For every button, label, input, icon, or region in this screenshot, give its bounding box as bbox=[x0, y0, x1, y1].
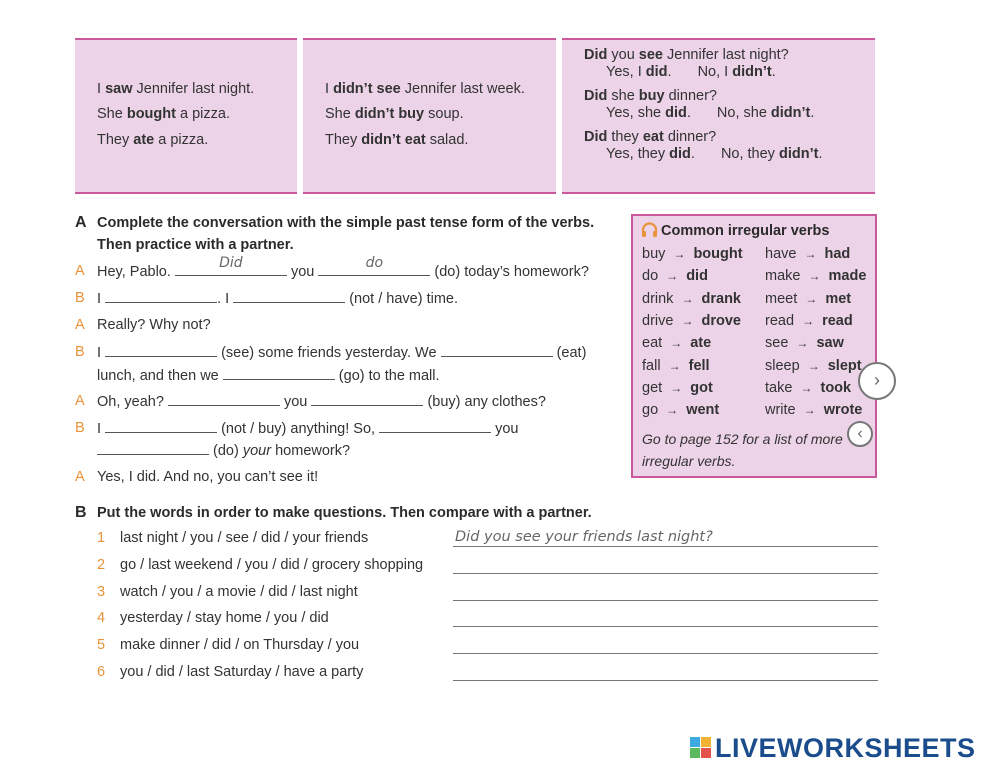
speaker-b: B bbox=[75, 420, 85, 436]
scrambled-words: last night / you / see / did / your friends bbox=[120, 530, 369, 546]
blank-input[interactable] bbox=[311, 390, 423, 406]
irregular-verb-pair: take → took bbox=[765, 379, 852, 396]
arrow-right-icon: → bbox=[670, 380, 683, 395]
arrow-right-icon: → bbox=[670, 336, 683, 351]
blank-input[interactable] bbox=[105, 417, 217, 433]
negative-line: I didn’t see Jennifer last week. bbox=[325, 81, 525, 97]
liveworksheets-logo: LIVEWORKSHEETS bbox=[690, 733, 976, 764]
irregular-verb-pair: write → wrote bbox=[765, 402, 863, 419]
irregular-verb-pair: fall → fell bbox=[642, 357, 710, 374]
scrambled-words: go / last weekend / you / did / grocery shopping bbox=[120, 556, 424, 573]
blank-input[interactable] bbox=[97, 439, 209, 455]
arrow-right-icon: → bbox=[666, 269, 679, 284]
question-line: Did she buy dinner? bbox=[584, 87, 717, 104]
negative-line: They didn’t eat salad. bbox=[325, 131, 469, 148]
irregular-verb-pair: go → went bbox=[642, 402, 720, 419]
irregular-verbs-note: Go to page 152 for a list of more irregular verbs. bbox=[642, 431, 843, 469]
affirmative-box bbox=[75, 38, 297, 194]
blank-input[interactable] bbox=[105, 341, 217, 357]
speaker-a: A bbox=[75, 263, 85, 279]
irregular-verb-pair: eat → ate bbox=[642, 335, 712, 352]
arrow-right-icon: → bbox=[681, 313, 694, 328]
chevron-left-icon[interactable]: ‹ bbox=[847, 421, 873, 447]
section-b-letter: B bbox=[75, 504, 87, 521]
answer-input[interactable] bbox=[453, 635, 878, 654]
irregular-verbs-box bbox=[631, 214, 877, 478]
dialogue-line-6: B I (not / buy) anything! So, you bbox=[97, 417, 519, 440]
answer-input[interactable]: Did you see your friends last night? bbox=[453, 528, 878, 547]
dialogue-line-3: A Really? Why not? bbox=[97, 314, 211, 336]
speaker-a: A bbox=[75, 393, 85, 409]
question-number: 1 bbox=[97, 530, 106, 546]
irregular-verb-pair: meet → met bbox=[765, 290, 852, 307]
irregular-verb-pair: make → made bbox=[765, 268, 867, 285]
irregular-verbs-title: Common irregular verbs bbox=[641, 222, 829, 242]
dialogue-line-4b: lunch, and then we (go) to the mall. bbox=[97, 364, 440, 387]
dialogue-line-6b: (do) your homework? bbox=[97, 439, 350, 462]
section-a-title: Complete the conversation with the simple past tense form of the verbs. Then practice with a partner. bbox=[97, 215, 595, 253]
question-number: 6 bbox=[97, 664, 106, 680]
scrambled-words: watch / you / a movie / did / last night bbox=[120, 583, 358, 600]
dialogue-line-1: A Hey, Pablo. Did you do (do) today’s homework? bbox=[75, 255, 589, 280]
dialogue-line-7: A Yes, I did. And no, you can’t see it! bbox=[97, 466, 318, 488]
irregular-verb-pair: have → had bbox=[765, 246, 851, 262]
question-line: Did you see Jennifer last night? bbox=[584, 47, 789, 63]
arrow-right-icon: → bbox=[666, 403, 679, 418]
negative-box bbox=[303, 38, 556, 194]
irregular-verb-pair: read → read bbox=[765, 312, 853, 329]
blank-input[interactable] bbox=[168, 390, 280, 406]
logo-mark-icon bbox=[690, 737, 712, 759]
speaker-a: A bbox=[75, 469, 85, 485]
negative-line: She didn’t buy soup. bbox=[325, 106, 464, 123]
arrow-right-icon: → bbox=[808, 269, 821, 284]
blank-input[interactable] bbox=[379, 417, 491, 433]
answer-line: Yes, she did. No, she didn’t. bbox=[606, 105, 815, 122]
question-number: 2 bbox=[97, 556, 106, 573]
irregular-verb-pair: get → got bbox=[642, 379, 713, 396]
irregular-verb-pair: see → saw bbox=[765, 335, 844, 352]
arrow-right-icon: → bbox=[681, 291, 694, 306]
irregular-verb-pair: drive → drove bbox=[642, 312, 741, 329]
question-number: 4 bbox=[97, 610, 106, 627]
dialogue-line-2: B I . I (not / have) time. bbox=[97, 287, 458, 310]
speaker-a: A bbox=[75, 317, 85, 333]
irregular-verb-pair: sleep → slept bbox=[765, 357, 862, 374]
blank-input[interactable] bbox=[105, 287, 217, 303]
answer-line: Yes, they did. No, they didn’t. bbox=[606, 145, 823, 162]
arrow-right-icon: → bbox=[668, 358, 681, 373]
arrow-right-icon: → bbox=[796, 336, 809, 351]
affirmative-line: She bought a pizza. bbox=[97, 106, 230, 123]
answer-input[interactable] bbox=[453, 555, 878, 574]
section-b-title: Put the words in order to make questions. Then compare with a partner. bbox=[97, 505, 592, 521]
speaker-b: B bbox=[75, 344, 85, 360]
speaker-b: B bbox=[75, 290, 85, 306]
dialogue-line-5: A Oh, yeah? you (buy) any clothes? bbox=[97, 390, 546, 413]
chevron-right-icon[interactable]: › bbox=[858, 362, 896, 400]
question-line: Did they eat dinner? bbox=[584, 128, 717, 145]
dialogue-line-4: B I (see) some friends yesterday. We (eat) bbox=[97, 341, 586, 364]
scrambled-words: yesterday / stay home / you / did bbox=[120, 610, 329, 627]
question-number: 5 bbox=[97, 637, 106, 654]
affirmative-line: I saw Jennifer last night. bbox=[97, 81, 255, 97]
headphones-icon[interactable] bbox=[641, 222, 658, 242]
arrow-right-icon: → bbox=[800, 380, 813, 395]
blank-input[interactable] bbox=[441, 341, 553, 357]
blank-input[interactable]: do bbox=[318, 260, 430, 276]
irregular-verb-pair: drink → drank bbox=[642, 290, 741, 307]
blank-input[interactable] bbox=[233, 287, 345, 303]
arrow-right-icon: → bbox=[803, 403, 816, 418]
scrambled-words: make dinner / did / on Thursday / you bbox=[120, 637, 360, 654]
answer-line: Yes, I did. No, I didn’t. bbox=[606, 64, 776, 81]
arrow-right-icon: → bbox=[804, 247, 817, 261]
arrow-right-icon: → bbox=[805, 291, 818, 306]
arrow-right-icon: → bbox=[807, 358, 820, 373]
affirmative-line: They ate a pizza. bbox=[97, 131, 209, 148]
arrow-right-icon: → bbox=[673, 247, 686, 261]
blank-input[interactable]: Did bbox=[175, 260, 287, 276]
blank-input[interactable] bbox=[223, 364, 335, 380]
answer-input[interactable] bbox=[453, 582, 878, 601]
arrow-right-icon: → bbox=[802, 313, 815, 328]
answer-input[interactable] bbox=[453, 662, 878, 681]
questions-box bbox=[562, 38, 875, 194]
section-a-letter: A bbox=[75, 214, 87, 231]
irregular-verb-pair: do → did bbox=[642, 268, 708, 285]
scrambled-words: you / did / last Saturday / have a party bbox=[120, 664, 364, 680]
question-number: 3 bbox=[97, 583, 106, 600]
answer-input[interactable] bbox=[453, 608, 878, 627]
irregular-verb-pair: buy → bought bbox=[642, 246, 743, 262]
